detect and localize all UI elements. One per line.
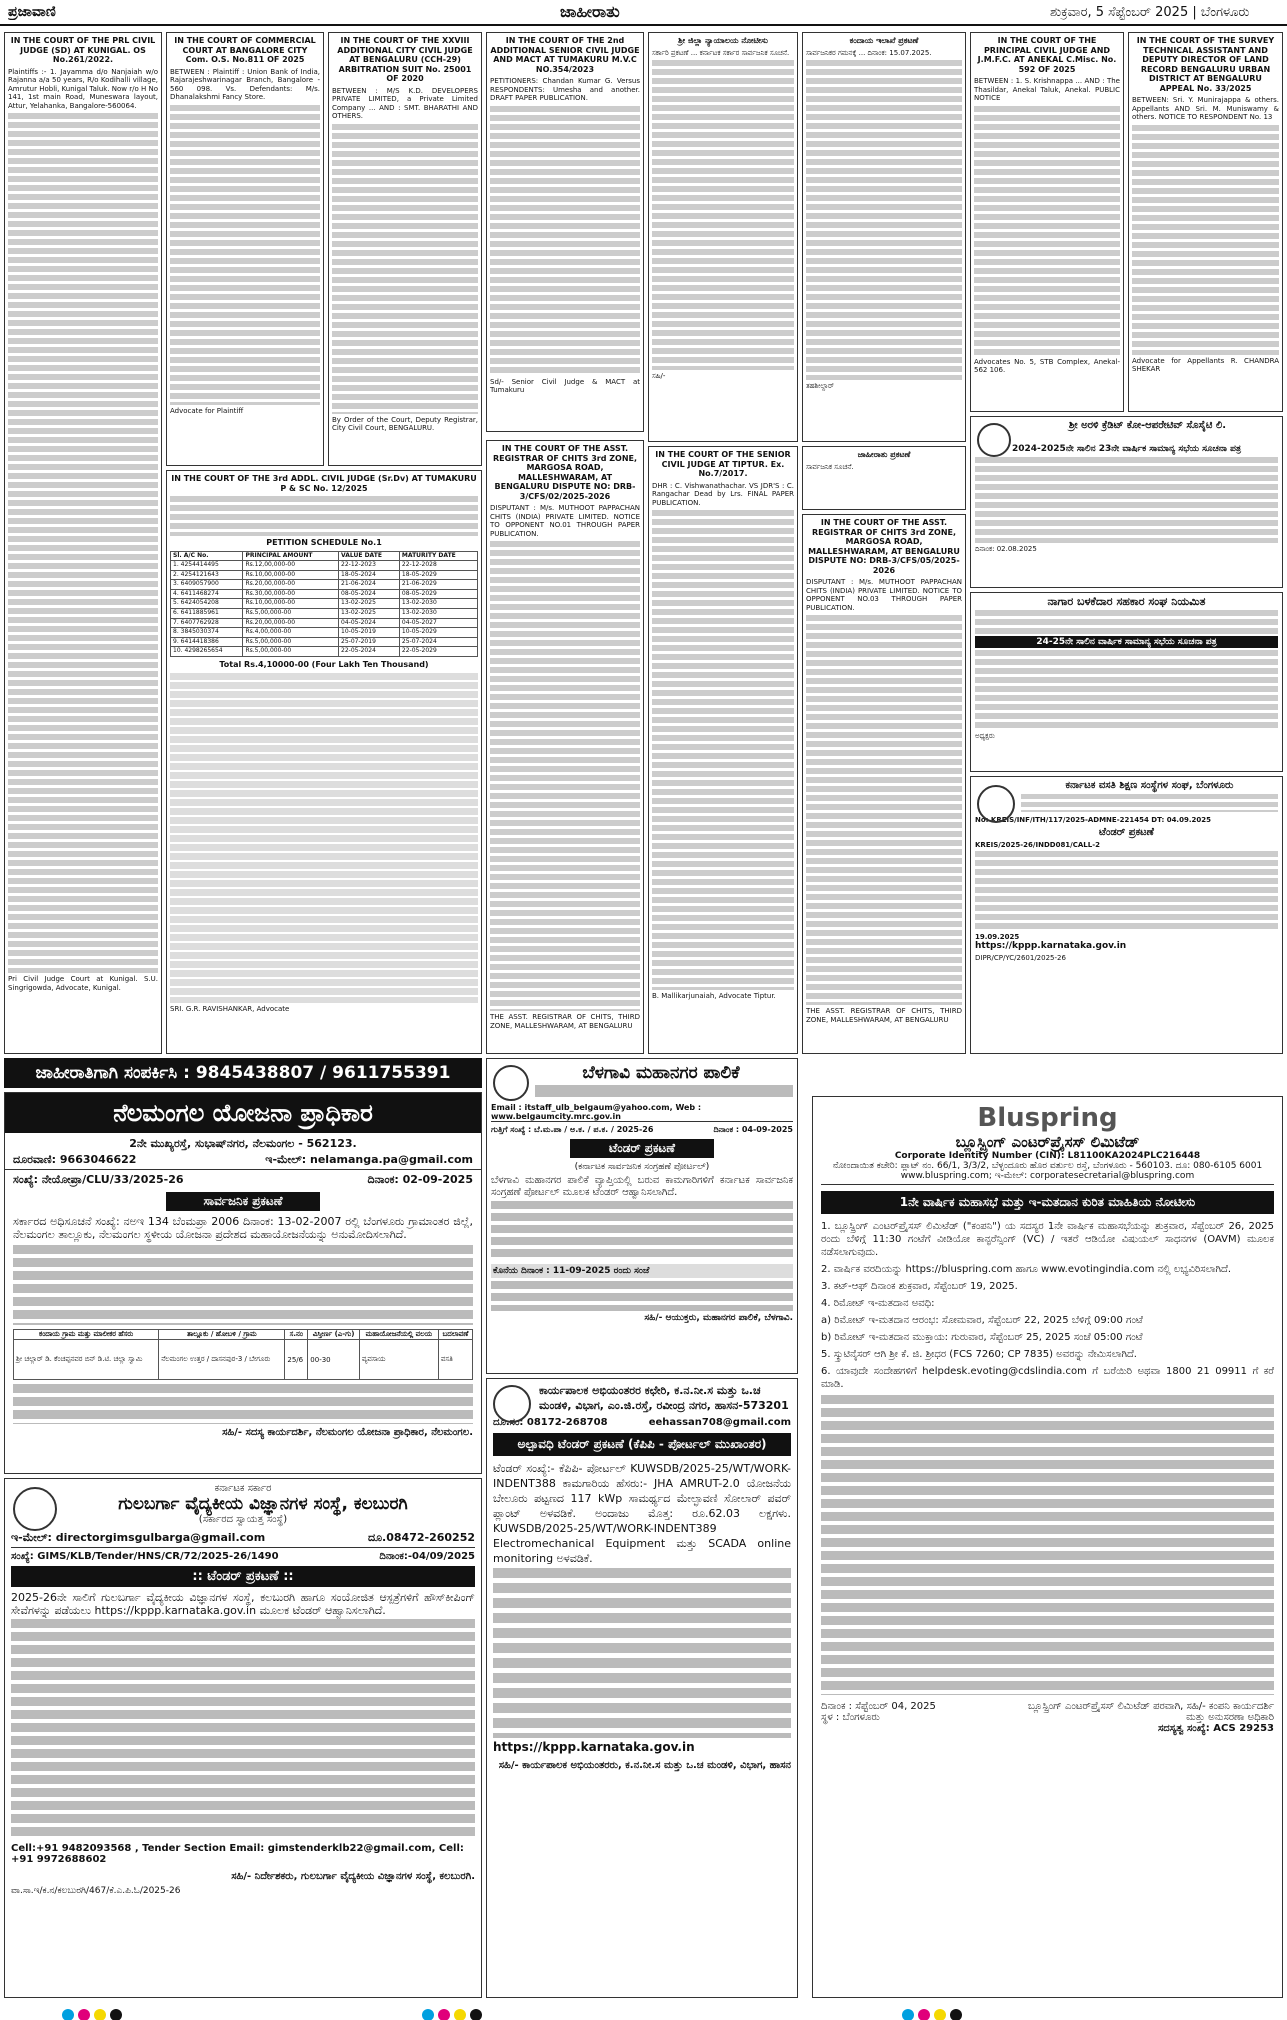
table-row	[171, 618, 478, 628]
notice-footer: Pri Civil Judge Court at Kunigal. S.U. Singrigowda, Advocate, Kunigal.	[8, 975, 158, 993]
court-notice-anekal	[970, 32, 1124, 412]
table-header-cell: Sl. A/C No.	[171, 551, 243, 561]
signer: ಸಹಿ/- ಆಯುಕ್ತರು, ಮಹಾನಗರ ಪಾಲಿಕೆ, ಬೆಳಗಾವಿ.	[644, 1313, 793, 1323]
gims-kalaburagi-tender-notice	[4, 1478, 482, 1998]
notice-text-block	[975, 610, 1278, 634]
company-logo: Bluspring	[977, 1103, 1118, 1133]
agm-notice-item: 2. ವಾರ್ಷಿಕ ವರದಿಯನ್ನು https://bluspring.com ಹಾಗೂ www.evotingindia.com ನಲ್ಲಿ ಲಭ್ಯವಿರಿಸಲಾಗಿದೆ.	[821, 1264, 1232, 1275]
magenta-mark-icon	[78, 2009, 90, 2020]
kannada-notice-3	[802, 446, 966, 510]
notice-title: IN THE COURT OF THE 2nd ADDITIONAL SENIOR CIVIL JUDGE AND MACT AT TUMAKURU M.V.C NO.354/2023	[490, 36, 640, 74]
table-cell: 18-05-2029	[399, 570, 477, 580]
tender-notice-label: ಟೆಂಡರ್ ಪ್ರಕಟಣೆ	[570, 1139, 714, 1158]
table-cell: ನೆಲಮಂಗಲ ಉತ್ತರ / ದಾಸನಪುರ-3 / ಬೇಗೂರು	[159, 1340, 285, 1380]
notice-title: IN THE COURT OF THE PRINCIPAL CIVIL JUDGE AND J.M.F.C. AT ANEKAL C.Misc. No. 592 OF 2025	[977, 36, 1117, 74]
newspaper-masthead: ಪ್ರಜಾವಾಣಿ	[8, 4, 56, 20]
table-row	[171, 609, 478, 619]
table-cell: Rs.12,00,000-00	[243, 561, 339, 571]
notice-ref: ಗುತ್ತಿಗೆ ಸಂಖ್ಯೆ : ಬೆ.ಮ.ಪಾ / ಅ.ಕ. / ಪ.ಕ. / 2025-26	[491, 1125, 654, 1134]
notice-text-block	[652, 60, 794, 370]
notice-title: IN THE COURT OF THE 3rd ADDL. CIVIL JUDGE (Sr.Dv) AT TUMAKURU P & SC No. 12/2025	[171, 474, 477, 493]
court-notice-tiptur	[648, 446, 798, 1054]
company-address: ನೋಂದಾಯಿತ ಕಚೇರಿ: ಪ್ಲಾಟ್ ನಂ. 66/1, 3/3/2, ಬೆಳ್ಳಂದೂರು ಹೊರ ವರ್ತುಲ ರಸ್ತೆ, ಬೆಂಗಳೂರು - 560103. ದೂ: 080-6105 6001	[832, 1161, 1263, 1171]
corporation-logo-icon	[493, 1065, 529, 1101]
section-title: ಜಾಹೀರಾತು	[560, 2, 620, 21]
notice-text-block	[491, 1201, 793, 1261]
advertising-contact-bar: ಜಾಹೀರಾತಿಗಾಗಿ ಸಂಪರ್ಕಿಸಿ : 9845438807 / 9611755391	[4, 1058, 482, 1088]
court-notice-kunigal	[4, 32, 162, 1054]
agm-notice-title: 24-25ನೇ ಸಾಲಿನ ವಾರ್ಷಿಕ ಸಾಮಾನ್ಯ ಸಭೆಯ ಸೂಚನಾ ಪತ್ರ	[975, 636, 1278, 649]
authority-phone: ದೂರವಾಣಿ: 9663046622	[13, 1153, 137, 1166]
notice-text-block	[975, 851, 1278, 931]
address-block	[1021, 794, 1278, 812]
table-cell: 8. 3845030374	[171, 628, 243, 638]
agm-notice-title: 1ನೇ ವಾರ್ಷಿಕ ಮಹಾಸಭೆ ಮತ್ತು ಇ-ಮತದಾನ ಕುರಿತ ಮಾಹಿತಿಯ ನೋಟೀಸು	[821, 1191, 1274, 1214]
society-name: ಶ್ರೀ ಅರಳಿ ಕ್ರೆಡಿಟ್ ಕೋ-ಆಪರೇಟಿವ್ ಸೊಸೈಟಿ ಲಿ.	[1068, 420, 1227, 431]
karnataka-emblem-icon	[977, 785, 1015, 823]
table-cell: 13-02-2030	[399, 609, 477, 619]
notice-footer: THE ASST. REGISTRAR OF CHITS, THIRD ZONE, MALLESHWARAM, AT BENGALURU	[490, 1013, 640, 1030]
table-cell: 04-05-2027	[399, 618, 477, 628]
cyan-mark-icon	[902, 2009, 914, 2020]
table-cell: Rs.20,00,000-00	[243, 618, 339, 628]
table-header-cell: ಸ.ನಂ	[285, 1330, 308, 1340]
office-phone: ದೂ.ಸಂ: 08172-268708	[493, 1417, 608, 1428]
notice-text-block	[493, 1568, 791, 1738]
notice-text-block	[806, 60, 962, 380]
table-header-cell: VALUE DATE	[339, 551, 400, 561]
consumer-cooperative-notice	[970, 592, 1283, 772]
signer: ಸಹಿ/- ಕಾರ್ಯಪಾಲಕ ಅಭಿಯಂತರರು, ಕ.ನ.ನೀ.ಸ ಮತ್ತು ಒ.ಚ ಮಂಡಳಿ, ವಿಭಾಗ, ಹಾಸನ	[498, 1760, 791, 1771]
table-cell: 5. 6424054208	[171, 599, 243, 609]
kreis-tender-notice	[970, 776, 1283, 1054]
schedule-total: Total Rs.4,10000-00 (Four Lakh Ten Thousand)	[219, 660, 429, 670]
table-cell: 4. 6411468274	[171, 589, 243, 599]
signer: ಸಹಿ/- ನಿರ್ದೇಶಕರು, ಗುಲಬರ್ಗಾ ವೈದ್ಯಕೀಯ ವಿಜ್ಞಾನಗಳ ಸಂಸ್ಥೆ, ಕಲಬುರಗಿ.	[231, 1871, 475, 1882]
agm-notice-item: 3. ಕಟ್-ಆಫ್ ದಿನಾಂಕ ಶುಕ್ರವಾರ, ಸೆಪ್ಟೆಂಬರ್ 19, 2025.	[821, 1281, 1018, 1292]
dipr-code: DIPR/CP/YC/2601/2025-26	[975, 954, 1066, 963]
petition-table	[170, 551, 478, 658]
notice-footer: B. Mallikarjunaiah, Advocate Tiptur.	[652, 992, 776, 1001]
notice-text-block	[8, 113, 158, 973]
table-row	[171, 561, 478, 571]
institution-sub: (ಸರ್ಕಾರದ ಸ್ವಾಯತ್ತ ಸಂಸ್ಥೆ)	[198, 1514, 288, 1525]
notice-body: BETWEEN : M/S K.D. DEVELOPERS PRIVATE LIMITED, a Private Limited Company ... AND : SMT. BHARATHI AND OTHERS.	[332, 86, 478, 121]
notice-body: ಟೆಂಡರ್ ಸಂಖ್ಯೆ:- ಕೆಪಿಪಿ- ಪೋರ್ಟಲ್ KUWSDB/2025-25/WT/WORK-INDENT388 ಕಾಮಗಾರಿಯ ಹೆಸರು:- JHA AMRUT-2.0 ಯೋಜನೆಯ ಬೇಲೂರು ಪಟ್ಟಣದ 117 kWp ಸಾಮರ್ಥ್ಯದ ಮೇಲ್ಛಾವಣಿ ಸೋಲಾರ್ ಪವರ್ ಪ್ಲಾಂಟ್ ಅಳವಡಿಕೆ. ಅಂದಾಜು ಮೊತ್ತ: ರೂ.62.03 ಲಕ್ಷಗಳು. KUWSDB/2025-25/WT/WORK-INDENT389 Electromechanical Equipment ಮತ್ತು SCADA online monitoring ಅಳವಡಿಕೆ.	[493, 1462, 791, 1565]
table-cell: 25/6	[285, 1340, 308, 1380]
table-cell: 25-07-2019	[339, 637, 400, 647]
court-notice-mact-tumakuru	[486, 32, 644, 432]
print-registration-marks	[60, 2006, 260, 2020]
notice-text-block	[974, 106, 1120, 356]
govt-label: ಕರ್ನಾಟಕ ಸರ್ಕಾರ	[214, 1483, 272, 1494]
tender-notice-label: :: ಟೆಂಡರ್ ಪ್ರಕಟಣೆ ::	[11, 1566, 475, 1587]
karnataka-emblem-icon	[493, 1385, 531, 1423]
notice-title: IN THE COURT OF THE PRL CIVIL JUDGE (SD) AT KUNIGAL. OS No.261/2022.	[10, 36, 156, 64]
table-cell: ವ್ಯವಸಾಯ	[359, 1340, 438, 1380]
membership-number: ಸದಸ್ಯತ್ವ ಸಂಖ್ಯೆ: ACS 29253	[1157, 1723, 1274, 1734]
table-row	[171, 637, 478, 647]
corporation-name: ಬೆಳಗಾವಿ ಮಹಾನಗರ ಪಾಲಿಕೆ	[582, 1063, 740, 1083]
table-header-cell: MATURITY DATE	[399, 551, 477, 561]
notice-date: ದಿನಾಂಕ : 04-09-2025	[713, 1125, 793, 1134]
notice-text-block	[1132, 125, 1279, 355]
petition-table-2-placeholder	[170, 673, 478, 1003]
table-cell: 04-05-2024	[339, 618, 400, 628]
notice-body: ಬೆಳಗಾವಿ ಮಹಾನಗರ ಪಾಲಿಕೆ ವ್ಯಾಪ್ತಿಯಲ್ಲಿ ಬರುವ ಕಾಮಗಾರಿಗಳಿಗೆ ಕರ್ನಾಟಕ ಸಾರ್ವಜನಿಕ ಸಂಗ್ರಹಣೆ ಪೋರ್ಟಲ್ ಮೂಲಕ ಟೆಂಡರ್ ಆಹ್ವಾನಿಸಲಾಗಿದೆ.	[491, 1175, 793, 1198]
notice-text-block	[13, 1245, 473, 1325]
notice-footer: ತಹಶೀಲ್ದಾರ್	[806, 382, 835, 391]
notice-body: Plaintiffs :- 1. Jayamma d/o Nanjaiah w/o Rajanna a/a 50 years, R/o Kodihalli village, Amrutur Hobli, Kunigal Taluk. Now r/o H No 141, 1st main Road, Muneswara layout, Attur, Yelahanka, Bangalore-560064.	[8, 67, 159, 110]
notice-body: 2025-26ನೇ ಸಾಲಿಗೆ ಗುಲಬರ್ಗಾ ವೈದ್ಯಕೀಯ ವಿಜ್ಞಾನಗಳ ಸಂಸ್ಥೆ, ಕಲಬುರಗಿ ಹಾಗೂ ಸಂಯೋಜಿತ ಆಸ್ಪತ್ರೆಗಳಿಗೆ ಹೌಸ್‌ಕೀಪಿಂಗ್ ಸೇವೆಗಳನ್ನು ಪಡೆಯಲು https://kppp.karnataka.gov.in ಮೂಲಕ ಟೆಂಡರ್ ಆಹ್ವಾನಿಸಲಾಗಿದೆ.	[11, 1591, 475, 1617]
table-cell: 1. 4254414495	[171, 561, 243, 571]
notice-text-block	[170, 496, 478, 536]
black-mark-icon	[110, 2009, 122, 2020]
signer: ಸಹಿ/- ಸದಸ್ಯ ಕಾರ್ಯದರ್ಶಿ, ನೆಲಮಂಗಲ ಯೋಜನಾ ಪ್ರಾಧಿಕಾರ, ನೆಲಮಂಗಲ.	[222, 1427, 473, 1438]
black-mark-icon	[470, 2009, 482, 2020]
tender-number: KREIS/2025-26/INDD081/CALL-2	[975, 840, 1100, 849]
court-notice-land-records	[1128, 32, 1283, 412]
table-row	[171, 580, 478, 590]
agm-notice-item: 4. ರಿಮೋಟ್ ಇ-ಮತದಾನ ಅವಧಿ:	[821, 1298, 935, 1309]
authority-title: ನೆಲಮಂಗಲ ಯೋಜನಾ ಪ್ರಾಧಿಕಾರ	[5, 1093, 481, 1133]
table-cell: 10-05-2019	[339, 628, 400, 638]
notice-footer: THE ASST. REGISTRAR OF CHITS, THIRD ZONE, MALLESHWARAM, AT BENGALURU	[806, 1007, 962, 1024]
notice-ref: ಸಂಖ್ಯೆ: ನೇಯೋಪ್ರಾ/CLU/33/2025-26	[13, 1173, 184, 1186]
company-name: ಬ್ಲೂಸ್ಪ್ರಿಂಗ್ ಎಂಟರ್‌ಪ್ರೈಸಸ್ ಲಿಮಿಟೆಡ್	[955, 1133, 1140, 1151]
table-cell: Rs.20,00,000-00	[243, 580, 339, 590]
table-cell: Rs.10,00,000-00	[243, 599, 339, 609]
court-notice-petition-schedule	[166, 470, 482, 1054]
table-cell: 22-05-2024	[339, 647, 400, 657]
table-cell: 25-07-2024	[399, 637, 477, 647]
company-web: www.bluspring.com; ಇ-ಮೇಲ್: corporatesecretarial@bluspring.com	[821, 1171, 1274, 1185]
table-cell: Rs.30,00,000-00	[243, 589, 339, 599]
table-header-cell: PRINCIPAL AMOUNT	[243, 551, 339, 561]
tender-deadline: ಕೊನೆಯ ದಿನಾಂಕ : 11-09-2025 ರಂದು ಸಂಜೆ	[491, 1264, 793, 1278]
table-cell: 6. 6411885961	[171, 609, 243, 619]
table-header-cell: ವಿಸ್ತೀರ್ಣ (ಎ-ಗು)	[308, 1330, 360, 1340]
table-cell: 18-05-2024	[339, 570, 400, 580]
table-cell: 10. 4298265654	[171, 647, 243, 657]
table-row	[14, 1340, 473, 1380]
society-logo-icon	[977, 423, 1011, 457]
authority-email: ಇ-ಮೇಲ್: nelamanga.pa@gmail.com	[265, 1153, 473, 1166]
notice-text-block	[332, 124, 478, 414]
table-row	[171, 570, 478, 580]
agm-notice-title: 2024-2025ನೇ ಸಾಲಿನ 23ನೇ ವಾರ್ಷಿಕ ಸಾಮಾನ್ಯ ಸಭೆಯ ಸೂಚನಾ ಪತ್ರ	[1011, 443, 1242, 454]
table-row	[171, 599, 478, 609]
notice-date: ದಿನಾಂಕ:-04/09/2025	[379, 1551, 475, 1562]
notice-body: DHR : C. Vishwanathachar. VS JDR'S : C. Rangachar Dead by Lrs. FINAL PAPER PUBLICATION.	[652, 481, 794, 507]
table-cell: 9. 6414418386	[171, 637, 243, 647]
table-cell: Rs.5,00,000-00	[243, 647, 339, 657]
court-notice-chits-2	[802, 514, 966, 1054]
black-mark-icon	[950, 2009, 962, 2020]
tender-date: 19.09.2025	[975, 933, 1020, 942]
notice-text-block	[975, 650, 1278, 730]
table-header-cell: ಬದಲಾವಣೆ	[438, 1330, 472, 1340]
table-cell: 08-05-2024	[339, 589, 400, 599]
table-cell: 21-06-2024	[339, 580, 400, 590]
notice-body: DISPUTANT : M/s. MUTHOOT PAPPACHAN CHITS (INDIA) PRIVATE LIMITED. NOTICE TO OPPONENT NO.01 THROUGH PAPER PUBLICATION.	[490, 504, 640, 538]
table-header-cell: ತಾಲ್ಲೂಕು / ಹೋಬಳಿ / ಗ್ರಾಮ	[159, 1330, 285, 1340]
notice-title: IN THE COURT OF THE SENIOR CIVIL JUDGE AT TIPTUR. Ex. No.7/2017.	[655, 450, 791, 478]
table-cell: 13-02-2030	[399, 599, 477, 609]
notice-body: BETWEEN : 1. S. Krishnappa ... AND : The Thasildar, Anekal Taluk, Anekal. PUBLIC NOTICE	[974, 77, 1120, 103]
office-title: ಕಾರ್ಯಪಾಲಕ ಅಭಿಯಂತರರ ಕಛೇರಿ, ಕ.ನ.ನೀ.ಸ ಮತ್ತು ಒ.ಚ ಮಂಡಳಿ, ವಿಭಾಗ, ಎಂ.ಜಿ.ರಸ್ತೆ, ರವೀಂದ್ರ ನಗರ, ಹಾಸನ-573201	[539, 1384, 789, 1412]
print-registration-marks	[900, 2006, 1100, 2020]
notice-ref: No: KREIS/INF/ITH/117/2025-ADMNE-221454 DT: 04.09.2025	[975, 815, 1211, 824]
institution-name: ಕರ್ನಾಟಕ ವಸತಿ ಶಿಕ್ಷಣ ಸಂಸ್ಥೆಗಳ ಸಂಘ, ಬೆಂಗಳೂರು	[1065, 780, 1234, 791]
kppp-link[interactable]: https://kppp.karnataka.gov.in	[975, 940, 1127, 951]
agm-notice-items	[821, 1220, 1274, 1391]
notice-ref: ಸಂಖ್ಯೆ: GIMS/KLB/Tender/HNS/CR/72/2025-26/1490	[11, 1551, 279, 1562]
yellow-mark-icon	[454, 2009, 466, 2020]
table-cell: ಶ್ರೀ ಚಲ್ಲಾರ್ ಡಿ. ಕೆಂಚಪ್ಪನವರ ಬಿನ್ ಡಿ.ಟಿ. ಚಲ್ಲಾ ಸ್ವಾಮಿ	[14, 1340, 159, 1380]
schedule-title: PETITION SCHEDULE No.1	[266, 538, 382, 547]
arali-credit-society-notice	[970, 416, 1283, 588]
notice-footer: Advocates No. 5, STB Complex, Anekal-562 106.	[974, 357, 1120, 375]
table-cell: 13-02-2025	[339, 609, 400, 619]
table-cell: 22-12-2023	[339, 561, 400, 571]
notice-title: IN THE COURT OF THE XXVIII ADDITIONAL CITY CIVIL JUDGE AT BENGALURU (CCH-29) ARBITRATION SUIT No. 25001 OF 2020	[337, 36, 473, 83]
notice-text-block	[975, 457, 1278, 543]
court-notice-arbitration	[328, 32, 482, 466]
table-cell: 2. 4254121643	[171, 570, 243, 580]
notice-footer: By Order of the Court, Deputy Registrar, City Civil Court, BENGALURU.	[332, 415, 478, 433]
tender-cell: Cell:+91 9482093568 , Tender Section Email: gimstenderklb22@gmail.com, Cell: +91 9972688602	[11, 1843, 464, 1865]
table-row	[171, 628, 478, 638]
notice-body: BETWEEN: Sri. Y. Munirajappa & others. Appellants AND Sri. M. Muniswamy & others. NOTICE TO RESPONDENT No. 13	[1132, 96, 1279, 122]
notice-title: IN THE COURT OF THE SURVEY TECHNICAL ASSISTANT AND DEPUTY DIRECTOR OF LAND RECORD BENGALURU URBAN DISTRICT AT BENGALURU APPEAL No. 33/2025	[1136, 36, 1275, 93]
address-block	[535, 1085, 793, 1097]
table-cell: 08-05-2029	[399, 589, 477, 599]
notice-footer: ಸಹಿ/-	[652, 372, 666, 381]
notice-body: ಸರ್ಕಾರದ ಅಧಿಸೂಚನೆ ಸಂಖ್ಯೆ: ನಅಇ 134 ಬೆಂಮಪ್ರಾ 2006 ದಿನಾಂಕ: 13-02-2007 ರಲ್ಲಿ ಬೆಂಗಳೂರು ಗ್ರಾಮಾಂತರ ಜಿಲ್ಲೆ, ನೆಲಮಂಗಲ ತಾಲ್ಲೂಕು, ನೆಲಮಂಗಲ ಸ್ಥಳೀಯ ಯೋಜನಾ ಪ್ರದೇಶದ ಮಹಾಯೋಜನೆಯನ್ನು ಅನುಮೋದಿಸಲಾಗಿದೆ.	[13, 1215, 473, 1241]
table-cell: Rs.4,00,000-00	[243, 628, 339, 638]
notice-text-block	[13, 1384, 473, 1424]
table-cell: 10-05-2029	[399, 628, 477, 638]
notice-place: ಸ್ಥಳ : ಬೆಂಗಳೂರು	[821, 1712, 880, 1723]
notice-title: ಜಾಹೀರಾತು ಪ್ರಕಟಣೆ	[857, 450, 911, 459]
table-cell: Rs.10,00,000-00	[243, 570, 339, 580]
notice-title: ಕಂದಾಯ ಇಲಾಖೆ ಪ್ರಕಟಣೆ	[849, 36, 919, 45]
table-cell: Rs.5,00,000-00	[243, 609, 339, 619]
court-notice-chits-1	[486, 440, 644, 1054]
office-email: eehassan708@gmail.com	[648, 1417, 791, 1428]
notice-footer: SRI. G.R. RAVISHANKAR, Advocate	[170, 1004, 290, 1013]
table-cell: 7. 6407762928	[171, 618, 243, 628]
society-name: ನಾಗಾರ ಬಳಕೆದಾರ ಸಹಕಾರ ಸಂಘ ನಿಯಮಿತ	[1047, 595, 1206, 608]
print-registration-marks	[420, 2006, 620, 2020]
notice-footer: Advocate for Appellants R. CHANDRA SHEKAR	[1132, 356, 1279, 374]
table-cell: 22-12-2028	[399, 561, 477, 571]
agm-notice-item: a) ರಿಮೋಟ್ ಇ-ಮತದಾನ ಆರಂಭ: ಸೋಮವಾರ, ಸೆಪ್ಟೆಂಬರ್ 22, 2025 ಬೆಳಿಗ್ಗೆ 09:00 ಗಂಟೆ	[821, 1315, 1143, 1326]
notice-text-block	[652, 510, 794, 990]
table-cell: 21-06-2029	[399, 580, 477, 590]
hassan-water-board-tender-notice	[486, 1378, 798, 1998]
tender-notice-label: ಅಲ್ಪಾವಧಿ ಟೆಂಡರ್ ಪ್ರಕಟಣೆ (ಕೆಪಿಪಿ - ಪೋರ್ಟಲ್ ಮುಖಾಂತರ)	[493, 1433, 791, 1456]
agm-notice-item: 1. ಬ್ಲೂಸ್ಪ್ರಿಂಗ್ ಎಂಟರ್‌ಪ್ರೈಸಸ್ ಲಿಮಿಟೆಡ್ ("ಕಂಪನಿ") ಯ ಸದಸ್ಯರ 1ನೇ ವಾರ್ಷಿಕ ಮಹಾಸಭೆಯನ್ನು ಶುಕ್ರವಾರ, ಸೆಪ್ಟೆಂಬರ್ 26, 2025 ರಂದು ಬೆಳಿಗ್ಗೆ 11:30 ಗಂಟೆಗೆ ವೀಡಿಯೋ ಕಾನ್ಫರೆನ್ಸಿಂಗ್ (VC) / ಇತರೆ ಆಡಿಯೋ ವಿಷುಯಲ್ ಸಾಧನಗಳ (OAVM) ಮೂಲಕ ನಡೆಸಲಾಗುವುದು.	[821, 1221, 1274, 1258]
nelamangala-planning-authority-notice	[4, 1092, 482, 1474]
notice-body: BETWEEN : Plaintiff : Union Bank of India, Rajarajeshwarinagar Branch, Bangalore - 560 098. Vs. Defendants: M/s. Dhanalakshmi Fancy Store.	[170, 67, 320, 102]
corporation-contact: Email : itstaff_ulb_belgaum@yahoo.com, Web : www.belgaumcity.mrc.gov.in	[491, 1103, 793, 1122]
cyan-mark-icon	[62, 2009, 74, 2020]
table-row	[171, 589, 478, 599]
magenta-mark-icon	[918, 2009, 930, 2020]
table-cell: 00-30	[308, 1340, 360, 1380]
bluspring-agm-notice	[812, 1096, 1283, 1998]
yellow-mark-icon	[94, 2009, 106, 2020]
table-header-cell: ಕಂದಾಯ ಗ್ರಾಮ ಮತ್ತು ಮಾಲೀಕರ ಹೆಸರು	[14, 1330, 159, 1340]
notice-body: ಸರ್ಕಾರಿ ಪ್ರಕಟಣೆ ... ಕರ್ನಾಟಕ ಸರ್ಕಾರ ಸಾರ್ವಜನಿಕ ಸೂಚನೆ.	[652, 48, 790, 57]
table-cell: 13-02-2025	[339, 599, 400, 609]
authority-address: 2ನೇ ಮುಖ್ಯರಸ್ತೆ, ಸುಭಾಷ್‌ನಗರ, ನೆಲಮಂಗಲ - 562123.	[129, 1137, 357, 1150]
signer: ಬ್ಲೂಸ್ಪ್ರಿಂಗ್ ಎಂಟರ್‌ಪ್ರೈಸಸ್ ಲಿಮಿಟೆಡ್ ಪರವಾಗಿ, ಸಹಿ/- ಕಂಪನಿ ಕಾರ್ಯದರ್ಶಿ ಮತ್ತು ಅನುಸರಣಾ ಅಧಿಕಾರಿ	[1028, 1701, 1274, 1723]
notice-footer: Sd/- Senior Civil Judge & MACT at Tumakuru	[490, 377, 640, 395]
notice-text-block	[11, 1619, 475, 1839]
dipr-code: ವಾ.ಸಾ.ಇ/ಕ.ನ/ಕಲಬುರಗಿ/467/ಕೆ.ಎ.ಪಿ.ಓ/2025-26	[11, 1886, 181, 1896]
tender-notice-title: ಟೆಂಡರ್ ಪ್ರಕಟಣೆ	[1099, 827, 1154, 839]
page-header	[0, 0, 1287, 26]
notice-text-block	[491, 1281, 793, 1311]
agm-notice-item: 5. ಸ್ಕ್ರುಟಿನೈಸರ್ ಆಗಿ ಶ್ರೀ ಕೆ. ಜಿ. ಶ್ರೀಧರ (FCS 7260; CP 7835) ಅವರನ್ನು ನೇಮಿಸಲಾಗಿದೆ.	[821, 1349, 1137, 1360]
notice-footer: Advocate for Plaintiff	[170, 406, 244, 415]
institution-phone: ದೂ.08472-260252	[367, 1531, 475, 1544]
notice-title: IN THE COURT OF COMMERCIAL COURT AT BANGALORE CITY Com. O.S. No.811 OF 2025	[174, 36, 316, 64]
notice-body: DISPUTANT : M/s. MUTHOOT PAPPACHAN CHITS (INDIA) PRIVATE LIMITED. NOTICE TO OPPONENT NO.03 THROUGH PAPER PUBLICATION.	[806, 578, 962, 612]
notice-title: ಶ್ರೀ ಜಿಲ್ಲಾ ನ್ಯಾಯಾಲಯ ನೋಟೀಸು	[678, 36, 768, 45]
notice-title: IN THE COURT OF THE ASST. REGISTRAR OF CHITS 3rd ZONE, MARGOSA ROAD, MALLESHWARAM, AT BENGALURU DISPUTE NO: DRB-3/CFS/02/2025-2026	[492, 444, 638, 501]
company-cin: Corporate Identity Number (CIN): L81100KA2024PLC216448	[894, 1151, 1201, 1161]
table-cell: 22-05-2029	[399, 647, 477, 657]
notice-title: IN THE COURT OF THE ASST. REGISTRAR OF CHITS 3rd ZONE, MARGOSA ROAD, MALLESHWARAM, AT BENGALURU DISPUTE NO: DRB-3/CFS/05/2025-2026	[808, 518, 960, 575]
land-use-table	[13, 1329, 473, 1380]
karnataka-emblem-icon	[13, 1487, 57, 1531]
notice-text-block	[806, 615, 962, 1005]
belagavi-corporation-tender-notice	[486, 1058, 798, 1374]
court-notice-commercial	[166, 32, 324, 466]
notice-footer: ಅಧ್ಯಕ್ಷರು	[975, 732, 995, 741]
portal-label: (ಕರ್ನಾಟಕ ಸಾರ್ವಜನಿಕ ಸಂಗ್ರಹಣೆ ಪೋರ್ಟಲ್)	[574, 1162, 710, 1172]
agm-notice-item: b) ರಿಮೋಟ್ ಇ-ಮತದಾನ ಮುಕ್ತಾಯ: ಗುರುವಾರ, ಸೆಪ್ಟೆಂಬರ್ 25, 2025 ಸಂಜೆ 05:00 ಗಂಟೆ	[821, 1332, 1143, 1343]
kannada-notice-1	[648, 32, 798, 442]
kppp-link[interactable]: https://kppp.karnataka.gov.in	[493, 1740, 695, 1754]
page-date: ಶುಕ್ರವಾರ, 5 ಸೆಪ್ಟೆಂಬರ್ 2025 | ಬೆಂಗಳೂರು	[1050, 5, 1250, 20]
table-header-cell: ಮಹಾಯೋಜನೆಯಲ್ಲಿ ವಲಯ	[359, 1330, 438, 1340]
notice-date: ದಿನಾಂಕ: 02.08.2025	[975, 545, 1037, 553]
table-cell: 3. 6409057900	[171, 580, 243, 590]
notice-date: ದಿನಾಂಕ: 02-09-2025	[367, 1173, 473, 1186]
notice-date: ದಿನಾಂಕ : ಸೆಪ್ಟೆಂಬರ್ 04, 2025	[821, 1701, 936, 1712]
agm-notice-item: 6. ಯಾವುದೇ ಸಂದೇಹಗಳಿಗೆ helpdesk.evoting@cdslindia.com ಗೆ ಬರೆಯಿರಿ ಅಥವಾ 1800 21 09911 ಗೆ ಕರೆ ಮಾಡಿ.	[821, 1366, 1274, 1390]
cyan-mark-icon	[422, 2009, 434, 2020]
table-cell: ವಸತಿ	[438, 1340, 472, 1380]
institution-name: ಗುಲಬರ್ಗಾ ವೈದ್ಯಕೀಯ ವಿಜ್ಞಾನಗಳ ಸಂಸ್ಥೆ, ಕಲಬುರಗಿ	[118, 1494, 408, 1514]
notice-text-block	[490, 106, 640, 376]
notice-body: ಸಾರ್ವಜನಿಕರ ಗಮನಕ್ಕೆ ... ದಿನಾಂಕ: 15.07.2025.	[806, 48, 932, 57]
table-row	[171, 647, 478, 657]
notice-text-block	[170, 105, 320, 405]
notice-text-block	[821, 1395, 1274, 1695]
public-notice-label: ಸಾರ್ವಜನಿಕ ಪ್ರಕಟಣೆ	[166, 1192, 320, 1211]
notice-body: PETITIONERS: Chandan Kumar G. Versus RESPONDENTS: Umesha and another. DRAFT PAPER PUBLICATION.	[490, 77, 640, 103]
table-cell: Rs.5,00,000-00	[243, 637, 339, 647]
notice-text-block	[490, 541, 640, 1011]
magenta-mark-icon	[438, 2009, 450, 2020]
institution-email: ಇ-ಮೇಲ್: directorgimsgulbarga@gmail.com	[11, 1531, 266, 1544]
kannada-notice-2	[802, 32, 966, 442]
yellow-mark-icon	[934, 2009, 946, 2020]
notice-body: ಸಾರ್ವಜನಿಕ ಸೂಚನೆ.	[806, 462, 854, 471]
